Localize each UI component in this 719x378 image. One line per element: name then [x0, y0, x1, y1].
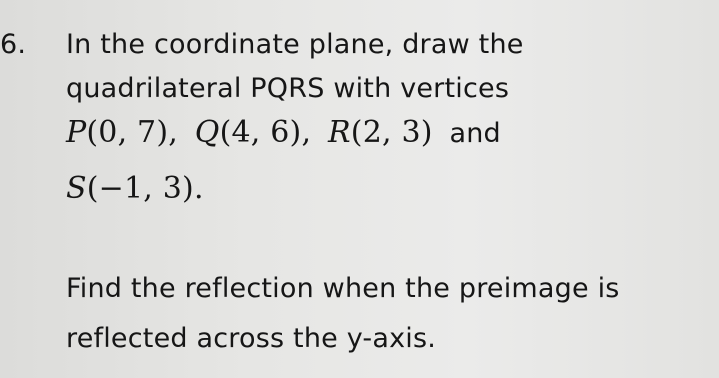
problem-text-line-1: In the coordinate plane, draw the: [66, 29, 524, 60]
question-text-line-2: reflected across the y-axis.: [66, 323, 437, 354]
conjunction-and: and: [449, 118, 501, 149]
problem-text-line-2: quadrilateral PQRS with vertices: [66, 73, 510, 104]
question-text-line-1: Find the reflection when the preimage is: [66, 273, 620, 304]
vertices-line-1: [66, 116, 501, 151]
vertex-q: Q(4, 6),: [194, 115, 312, 150]
vertices-line-2: [66, 172, 204, 207]
vertex-p: P(0, 7),: [66, 115, 178, 150]
vertex-s: S(−1, 3).: [66, 171, 204, 206]
problem-number: 6.: [0, 29, 27, 60]
vertex-r: R(2, 3): [328, 115, 433, 150]
